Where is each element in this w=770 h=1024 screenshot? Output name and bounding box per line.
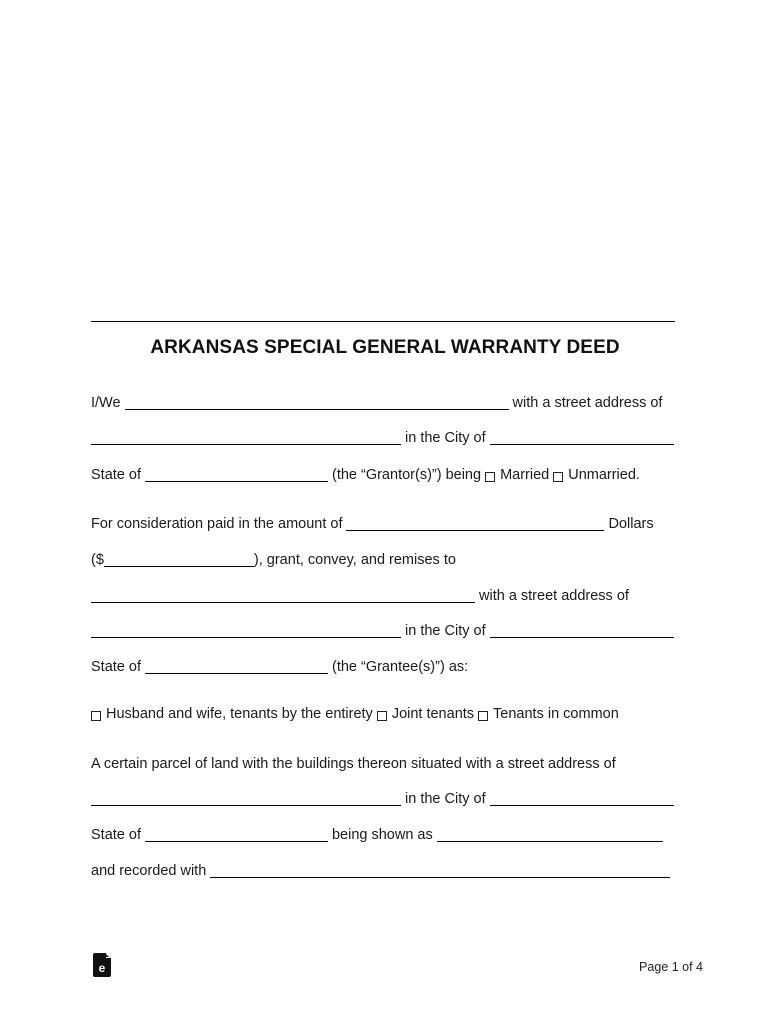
document-title: ARKANSAS SPECIAL GENERAL WARRANTY DEED	[150, 337, 620, 358]
grantee-city-field[interactable]	[490, 623, 674, 638]
label-tenants-entirety: Husband and wife, tenants by the entirety	[106, 706, 373, 722]
title-rule	[91, 321, 675, 322]
label-state-2: State of	[91, 659, 141, 675]
parcel-line	[91, 754, 616, 774]
parcel-street-field[interactable]	[91, 791, 401, 806]
label-city: in the City of	[405, 430, 486, 446]
grantee-street-field[interactable]	[91, 623, 401, 638]
label-dollar-open: ($	[91, 552, 104, 568]
label-street-address: with a street address of	[512, 395, 663, 411]
parcel-address-line	[91, 789, 674, 809]
grantor-city-field[interactable]	[490, 430, 674, 445]
parcel-state-field[interactable]	[145, 827, 328, 842]
label-i-we: I/We	[91, 395, 121, 411]
label-city-2: in the City of	[405, 623, 486, 639]
label-grantee: (the “Grantee(s)”) as:	[331, 659, 469, 675]
label-recorded-with: and recorded with	[91, 863, 207, 879]
grantee-state-line	[91, 657, 468, 677]
married-checkbox[interactable]	[485, 472, 495, 482]
joint-tenants-checkbox[interactable]	[377, 711, 387, 721]
dollar-amount-line	[91, 550, 456, 570]
grantor-state-line	[91, 465, 640, 485]
consideration-amount-field[interactable]	[346, 516, 604, 531]
grantee-state-field[interactable]	[145, 659, 328, 674]
label-state: State of	[91, 467, 141, 483]
label-joint-tenants: Joint tenants	[391, 706, 475, 722]
grantor-name-line	[91, 393, 662, 413]
grantor-state-field[interactable]	[145, 467, 328, 482]
label-parcel: A certain parcel of land with the buildings thereon situated with a street address of	[91, 756, 616, 772]
label-grant-convey: ), grant, convey, and remises to	[253, 552, 456, 568]
label-married: Married	[500, 467, 550, 483]
grantor-name-field[interactable]	[125, 395, 509, 410]
label-shown-as: being shown as	[331, 827, 433, 843]
label-dollars: Dollars	[608, 516, 654, 532]
page-number: Page 1 of 4	[639, 960, 703, 974]
tenants-entirety-checkbox[interactable]	[91, 711, 101, 721]
label-unmarried: Unmarried.	[568, 467, 640, 483]
label-city-3: in the City of	[405, 791, 486, 807]
label-tenants-common: Tenants in common	[493, 706, 619, 722]
label-consideration: For consideration paid in the amount of	[91, 516, 343, 532]
unmarried-checkbox[interactable]	[553, 472, 563, 482]
recorded-with-line	[91, 861, 670, 881]
dollar-figure-field[interactable]	[104, 552, 254, 567]
parcel-state-line	[91, 825, 663, 845]
tenants-common-checkbox[interactable]	[478, 711, 488, 721]
grantor-street-field[interactable]	[91, 430, 401, 445]
label-grantor: (the “Grantor(s)”) being	[331, 467, 482, 483]
grantee-name-line	[91, 586, 629, 606]
shown-as-field[interactable]	[437, 827, 663, 842]
recorded-with-field[interactable]	[210, 863, 670, 878]
eforms-logo-icon	[93, 953, 113, 977]
grantor-address-line	[91, 428, 674, 448]
grantee-address-line	[91, 621, 674, 641]
parcel-city-field[interactable]	[490, 791, 674, 806]
consideration-line	[91, 514, 654, 534]
label-street-address-2: with a street address of	[479, 588, 629, 604]
svg-text:e: e	[98, 961, 106, 975]
tenancy-line	[91, 704, 619, 724]
label-state-3: State of	[91, 827, 141, 843]
grantee-name-field[interactable]	[91, 588, 475, 603]
